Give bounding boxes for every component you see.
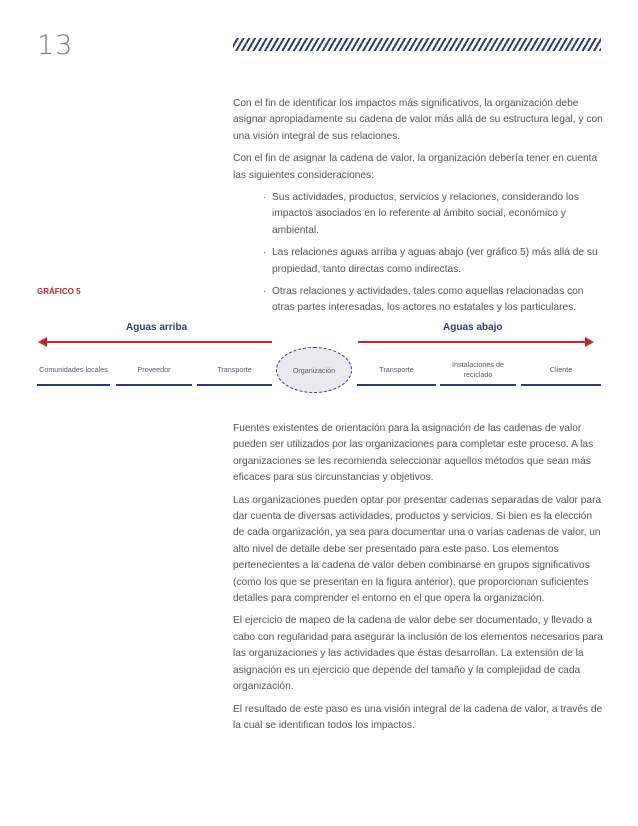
list-item-text: Otras relaciones y actividades, tales como aquellas relacionadas con otras partes interesadas, los actores no estatales y los particulares. xyxy=(272,286,584,314)
considerations-list xyxy=(233,190,603,317)
body-paragraph: El resultado de este paso es una visión integral de la cadena de valor, a través de la cual se identifican todos los impactos. xyxy=(233,703,603,731)
page-number: 13 xyxy=(37,30,74,61)
upstream-arrow-line xyxy=(46,341,272,343)
list-item xyxy=(263,284,603,317)
bullet-marker: · xyxy=(263,286,267,298)
downstream-arrow-head-icon xyxy=(585,337,594,347)
list-item xyxy=(263,245,603,278)
body-section xyxy=(233,421,603,740)
header-hatch-decoration xyxy=(233,38,601,51)
list-item xyxy=(263,190,603,239)
node-supplier: Proveedor xyxy=(116,356,192,386)
body-paragraph: Fuentes existentes de orientación para la asignación de las cadenas de valor pueden ser utilizados por las organizaciones para completar este proceso. A las organizaciones se les recomienda seleccionar aquellos métodos que sean más eficaces para sus circunstancias y objetivos. xyxy=(233,423,594,484)
node-transport-upstream: Transporte xyxy=(197,356,272,386)
intro-section xyxy=(233,96,603,323)
downstream-arrow-line xyxy=(358,341,586,343)
list-item-text: Sus actividades, productos, servicios y relaciones, considerando los impactos asociados en lo referente al ámbito social, económico y ambiental. xyxy=(272,192,579,236)
intro-paragraph: Con el fin de identificar los impactos más significativos, la organización debe asignar apropiadamente su cadena de valor más allá de su estructura legal, y con una visión integral de sus relaciones. xyxy=(233,98,603,142)
bullet-marker: · xyxy=(263,247,267,259)
node-organization: Organización xyxy=(276,347,352,393)
node-transport-downstream: Transporte xyxy=(357,356,436,386)
node-client: Cliente xyxy=(521,356,601,386)
downstream-label: Aguas abajo xyxy=(443,322,503,333)
figure-label: GRÁFICO 5 xyxy=(37,287,81,296)
intro-paragraph: Con el fin de asignar la cadena de valor, la organización debería tener en cuenta las siguientes consideraciones: xyxy=(233,153,598,181)
upstream-label: Aguas arriba xyxy=(126,322,188,333)
body-paragraph: Las organizaciones pueden optar por presentar cadenas separadas de valor para dar cuenta de diversas actividades, productos y servicios. Si bien es la elección de cada organización, ya sea para documentar una o varias cadenas de valor, un alto nivel de detalle debe ser presentado para este paso. Los elementos pertenecientes a la cadena de valor deben combinarse en grupos significativos (como los que se presentan en la figura anterior), que proporcionan suficientes detalles para comprender el entorno en el que opera la organización. xyxy=(233,494,602,605)
bullet-marker: · xyxy=(263,192,267,204)
body-paragraph: El ejercicio de mapeo de la cadena de valor debe ser documentado, y llevado a cabo con regularidad para asegurar la inclusión de los elementos necesarios para las organizaciones y las actividades que éstas desarrollan. La extensión de la asignación es un ejercicio que depende del tamaño y la complejidad de cada organización. xyxy=(233,615,603,693)
list-item-text: Las relaciones aguas arriba y aguas abajo (ver gráfico 5) más allá de su propiedad, tanto directas como indirectas. xyxy=(272,247,598,275)
node-local-communities: Comunidades locales xyxy=(37,356,110,386)
node-recycling-facilities: Instalaciones de reciclado xyxy=(440,356,516,386)
